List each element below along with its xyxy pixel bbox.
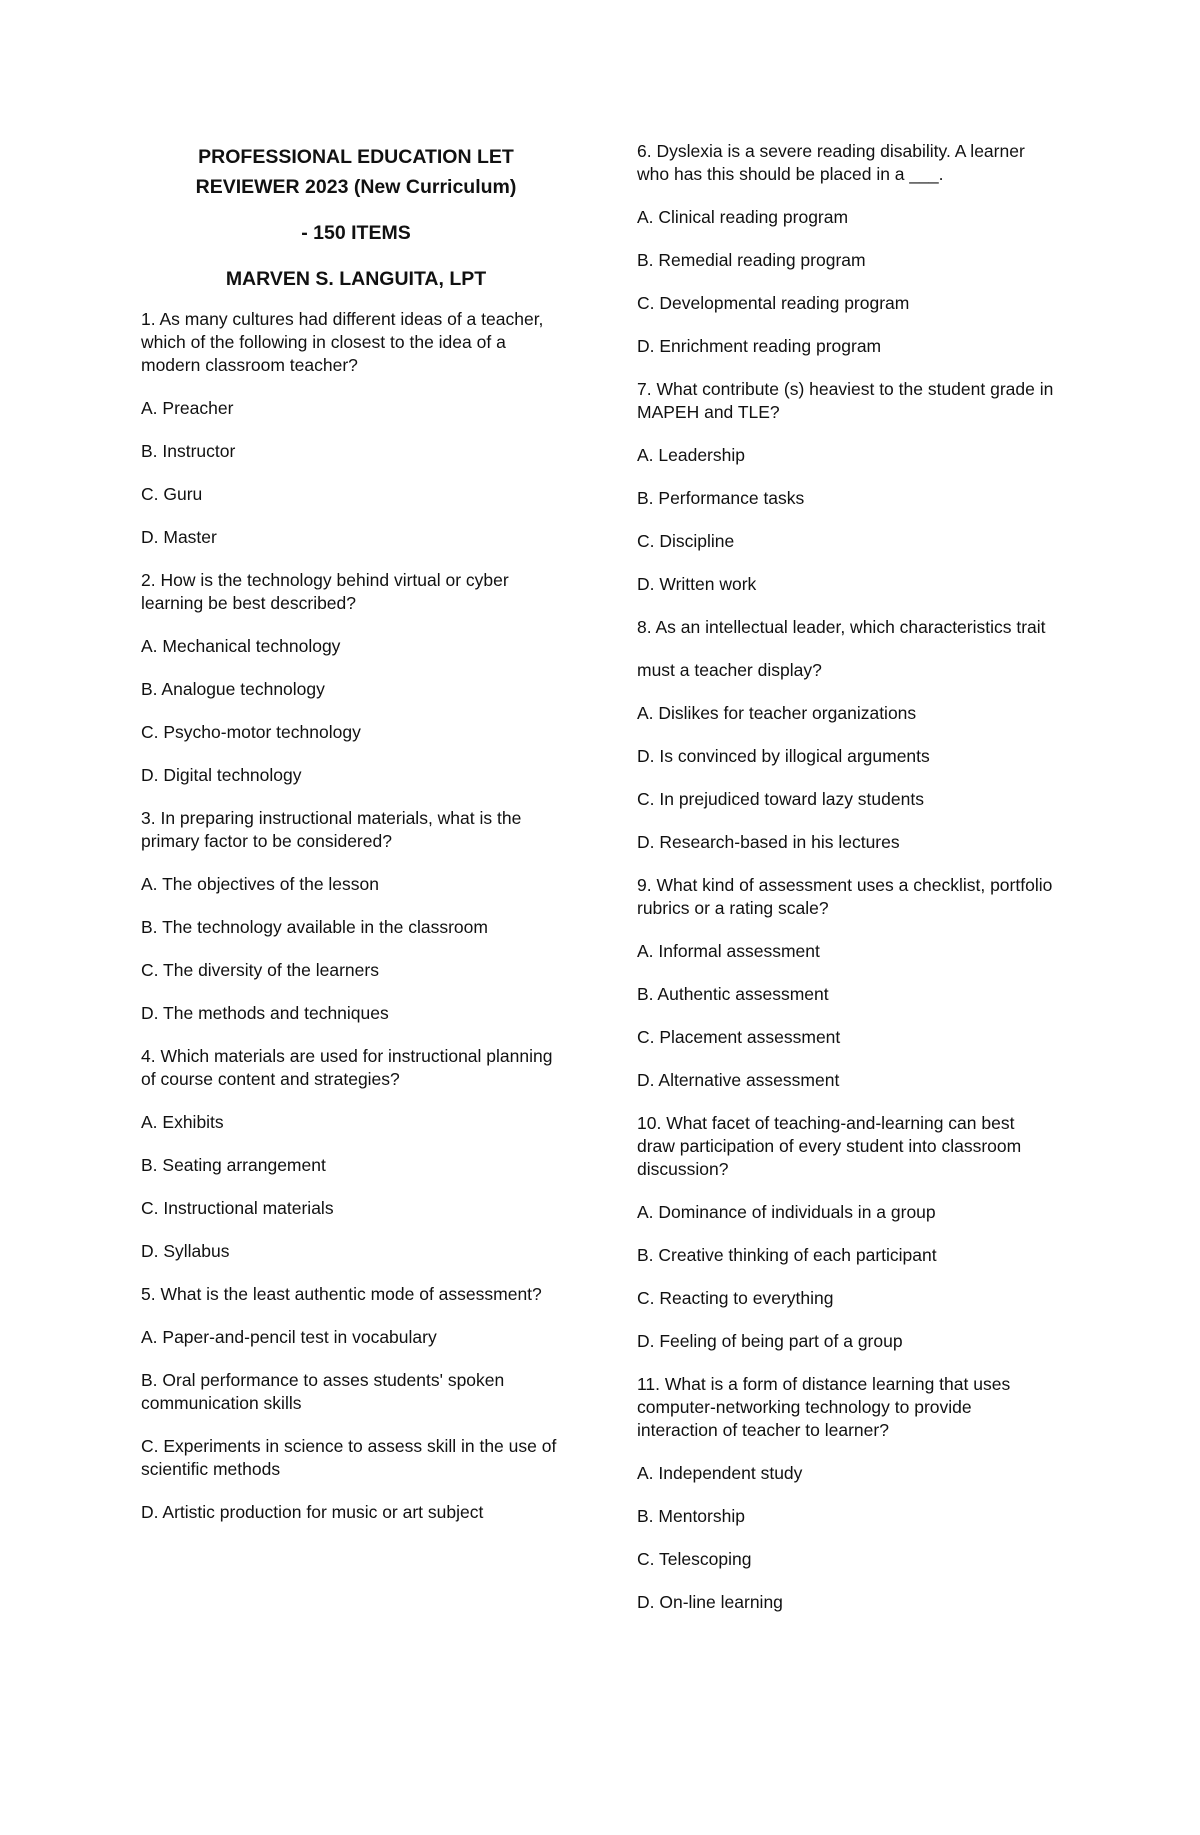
answer-option: D. Feeling of being part of a group [637,1331,903,1351]
question-text: MAPEH and TLE? [637,402,780,422]
question-text: 11. What is a form of distance learning that uses [637,1374,1011,1394]
answer-option-line: communication skills [141,1393,302,1413]
answer-option: D. Alternative assessment [637,1070,840,1090]
document-title-line-1: PROFESSIONAL EDUCATION LET [198,146,514,168]
question-text: who has this should be placed in a ___. [637,164,944,184]
answer-option: A. Mechanical technology [141,636,341,656]
answer-option: C. Developmental reading program [637,293,910,313]
question-1 [141,308,571,569]
answer-option: A. Paper-and-pencil test in vocabulary [141,1327,437,1347]
answer-option: D. Digital technology [141,765,302,785]
question-text: draw participation of every student into classroom [637,1136,1022,1156]
question-text: of course content and strategies? [141,1069,400,1089]
answer-option: C. Psycho-motor technology [141,722,361,742]
answer-option: B. Remedial reading program [637,250,866,270]
answer-option: D. Written work [637,574,757,594]
answer-option-line: scientific methods [141,1459,281,1479]
answer-option: A. Informal assessment [637,941,820,961]
answer-option: C. Discipline [637,531,735,551]
question-8 [637,616,1067,874]
answer-option: A. The objectives of the lesson [141,874,380,894]
answer-option: A. Leadership [637,445,745,465]
left-column [141,142,571,1544]
question-text: primary factor to be considered? [141,831,392,851]
question-text: 7. What contribute (s) heaviest to the student grade in [637,379,1054,399]
question-text: computer-networking technology to provide [637,1397,972,1417]
question-text: 8. As an intellectual leader, which characteristics trait [637,617,1046,637]
answer-option: C. Instructional materials [141,1198,334,1218]
author-name: MARVEN S. LANGUITA, LPT [225,268,487,290]
answer-option: D. Syllabus [141,1241,230,1261]
question-text: 9. What kind of assessment uses a checklist, portfolio [637,875,1053,895]
question-6 [637,140,1067,378]
question-7 [637,378,1067,616]
answer-option-line: B. Oral performance to asses students' spoken [141,1370,505,1390]
question-text: 4. Which materials are used for instructional planning [141,1046,553,1066]
question-5 [141,1283,571,1544]
question-text: which of the following in closest to the idea of a [141,332,506,352]
answer-option: A. Clinical reading program [637,207,849,227]
question-4 [141,1045,571,1283]
question-text: modern classroom teacher? [141,355,358,375]
answer-option [141,1369,571,1415]
answer-option: A. Exhibits [141,1112,224,1132]
answer-option: C. Telescoping [637,1549,752,1569]
left-question-list [141,308,571,1544]
answer-option: C. Guru [141,484,203,504]
question-2 [141,569,571,807]
answer-option: B. Analogue technology [141,679,325,699]
question-11 [637,1373,1067,1634]
question-text: 6. Dyslexia is a severe reading disability. A learner [637,141,1025,161]
right-question-list [637,140,1067,1634]
answer-option: B. Authentic assessment [637,984,829,1004]
answer-option: B. Seating arrangement [141,1155,326,1175]
answer-option: D. Research-based in his lectures [637,832,900,852]
answer-option: D. The methods and techniques [141,1003,389,1023]
right-column [637,140,1067,1634]
answer-option: C. The diversity of the learners [141,960,379,980]
question-text: 10. What facet of teaching-and-learning can best [637,1113,1015,1133]
answer-option: B. The technology available in the classroom [141,917,488,937]
answer-option: B. Performance tasks [637,488,805,508]
question-text: rubrics or a rating scale? [637,898,829,918]
question-3 [141,807,571,1045]
question-text: 5. What is the least authentic mode of assessment? [141,1284,542,1304]
answer-option: A. Dominance of individuals in a group [637,1202,936,1222]
answer-option: B. Creative thinking of each participant [637,1245,937,1265]
answer-option: D. Is convinced by illogical arguments [637,746,930,766]
document-title-line-2: REVIEWER 2023 (New Curriculum) [195,176,517,198]
answer-option: C. Reacting to everything [637,1288,834,1308]
answer-option [141,1435,571,1481]
title-block [141,142,571,294]
question-text: 1. As many cultures had different ideas of a teacher, [141,309,544,329]
answer-option: B. Instructor [141,441,236,461]
answer-option: A. Preacher [141,398,234,418]
answer-option: D. Master [141,527,217,547]
answer-option: C. Placement assessment [637,1027,841,1047]
answer-option: A. Dislikes for teacher organizations [637,703,917,723]
items-count: - 150 ITEMS [301,222,411,244]
answer-option-line: C. Experiments in science to assess skill in the use of [141,1436,557,1456]
answer-option: A. Independent study [637,1463,803,1483]
question-10 [637,1112,1067,1373]
answer-option: D. Enrichment reading program [637,336,882,356]
question-text: discussion? [637,1159,729,1179]
answer-option: D. Artistic production for music or art subject [141,1502,484,1522]
question-text: interaction of teacher to learner? [637,1420,889,1440]
question-text: 2. How is the technology behind virtual or cyber [141,570,509,590]
answer-option: D. On-line learning [637,1592,783,1612]
question-text: 3. In preparing instructional materials, what is the [141,808,522,828]
answer-option: B. Mentorship [637,1506,745,1526]
answer-option: C. In prejudiced toward lazy students [637,789,924,809]
question-text: learning be best described? [141,593,357,613]
question-9 [637,874,1067,1112]
question-text: must a teacher display? [637,660,822,680]
